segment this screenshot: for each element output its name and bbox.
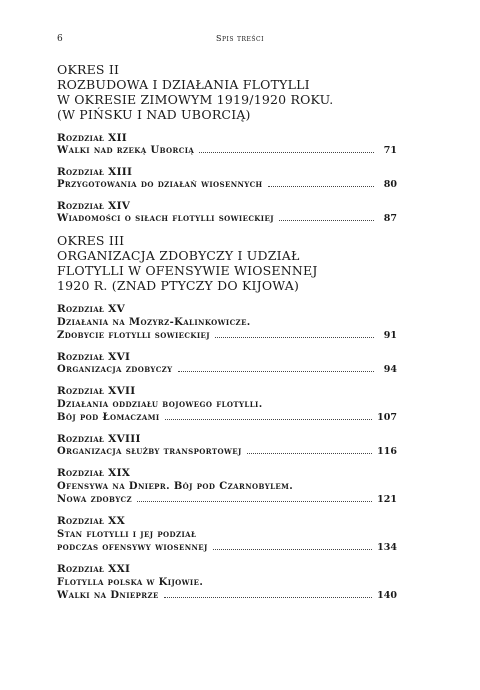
toc-entry[interactable] bbox=[57, 514, 397, 553]
period-title-line: ORGANIZACJA ZDOBYCZY I UDZIAŁ bbox=[57, 248, 300, 263]
chapter-label: Rozdział XIV bbox=[57, 200, 131, 212]
dot-leader bbox=[165, 419, 373, 420]
chapter-title-line: podczas ofensywy wiosennej bbox=[57, 542, 208, 553]
chapter-title-row bbox=[57, 145, 397, 156]
chapter-title-line: Wiadomości o siłach flotylli sowieckiej bbox=[57, 213, 274, 224]
chapter-title-row bbox=[57, 590, 397, 601]
toc-entry[interactable] bbox=[57, 302, 397, 341]
chapter-title-line: Bój pod Łomaczami bbox=[57, 412, 160, 423]
chapter-title-line: Działania oddziału bojowego flotylli. bbox=[57, 399, 263, 410]
period-title-line: (W PIŃSKU I NAD UBORCIĄ) bbox=[57, 107, 251, 122]
toc-entry[interactable] bbox=[57, 466, 397, 505]
chapter-label: Rozdział XIX bbox=[57, 467, 131, 479]
chapter-label: Rozdział XX bbox=[57, 515, 126, 527]
page-reference[interactable]: 107 bbox=[377, 412, 397, 423]
toc-entry[interactable] bbox=[57, 432, 397, 457]
chapter-title-line: Działania na Mozyrz-Kalinkowicze. bbox=[57, 317, 251, 328]
page-reference[interactable]: 140 bbox=[377, 590, 397, 601]
chapter-label: Rozdział XVIII bbox=[57, 433, 141, 445]
running-head: Spis treści bbox=[215, 34, 264, 43]
dot-leader bbox=[164, 597, 372, 598]
toc-entry[interactable] bbox=[57, 350, 397, 375]
period-title-line: W OKRESIE ZIMOWYM 1919/1920 ROKU. bbox=[57, 92, 334, 107]
chapter-label: Rozdział XXI bbox=[57, 563, 131, 575]
period-title-line: FLOTYLLI W OFENSYWIE WIOSENNEJ bbox=[57, 263, 318, 278]
chapter-label: Rozdział XVII bbox=[57, 385, 136, 397]
page-reference[interactable]: 121 bbox=[377, 494, 397, 505]
chapter-title-row bbox=[57, 330, 397, 341]
chapter-title-line: Walki nad rzeką Uborcią bbox=[57, 145, 195, 156]
dot-leader bbox=[199, 152, 374, 153]
page-reference[interactable]: 91 bbox=[383, 330, 397, 341]
chapter-title-row bbox=[57, 446, 397, 457]
chapter-label: Rozdział XVI bbox=[57, 351, 131, 363]
page-reference[interactable]: 94 bbox=[383, 364, 397, 375]
period-title bbox=[57, 62, 397, 122]
chapter-title-line: Stan flotylli i jej podział bbox=[57, 529, 197, 540]
chapter-title-line: Organizacja służby transportowej bbox=[57, 446, 242, 457]
chapter-title-row bbox=[57, 179, 397, 190]
page-number: 6 bbox=[57, 34, 63, 44]
dot-leader bbox=[137, 501, 372, 502]
period-title-line: OKRES II bbox=[57, 62, 120, 77]
toc-entry[interactable] bbox=[57, 199, 397, 224]
dot-leader bbox=[268, 186, 374, 187]
toc-entry[interactable] bbox=[57, 562, 397, 601]
page-reference[interactable]: 80 bbox=[383, 179, 397, 190]
page-reference[interactable]: 116 bbox=[377, 446, 397, 457]
chapter-title-row bbox=[57, 542, 397, 553]
toc-entry[interactable] bbox=[57, 384, 397, 423]
page-reference[interactable]: 71 bbox=[383, 145, 397, 156]
chapter-title-row bbox=[57, 364, 397, 375]
period-title-line: ROZBUDOWA I DZIAŁANIA FLOTYLLI bbox=[57, 77, 310, 92]
period-title-line: OKRES III bbox=[57, 233, 125, 248]
dot-leader bbox=[247, 453, 372, 454]
page-reference[interactable]: 134 bbox=[377, 542, 397, 553]
period-section bbox=[57, 62, 397, 224]
period-section bbox=[57, 233, 397, 601]
period-title-line: 1920 R. (ZNAD PTYCZY DO KIJOWA) bbox=[57, 278, 300, 293]
chapter-title-row bbox=[57, 412, 397, 423]
chapter-title-line: Walki na Dnieprze bbox=[57, 590, 159, 601]
toc-entry[interactable] bbox=[57, 165, 397, 190]
chapter-label: Rozdział XV bbox=[57, 303, 126, 315]
chapter-title-row bbox=[57, 494, 397, 505]
dot-leader bbox=[213, 549, 372, 550]
chapter-title-line: Zdobycie flotylli sowieckiej bbox=[57, 330, 210, 341]
chapter-title-line: Organizacja zdobyczy bbox=[57, 364, 173, 375]
chapter-title-line: Ofensywa na Dniepr. Bój pod Czarnobylem. bbox=[57, 481, 294, 492]
chapter-title-line: Flotylla polska w Kijowie. bbox=[57, 577, 204, 588]
table-of-contents bbox=[57, 62, 397, 610]
toc-entry[interactable] bbox=[57, 131, 397, 156]
chapter-title-line: Nowa zdobycz bbox=[57, 494, 132, 505]
dot-leader bbox=[178, 371, 374, 372]
dot-leader bbox=[279, 220, 374, 221]
page-reference[interactable]: 87 bbox=[383, 213, 397, 224]
chapter-label: Rozdział XIII bbox=[57, 166, 133, 178]
chapter-label: Rozdział XII bbox=[57, 132, 128, 144]
period-title bbox=[57, 233, 397, 293]
chapter-title-line: Przygotowania do działań wiosennych bbox=[57, 179, 263, 190]
chapter-title-row bbox=[57, 213, 397, 224]
dot-leader bbox=[215, 337, 374, 338]
